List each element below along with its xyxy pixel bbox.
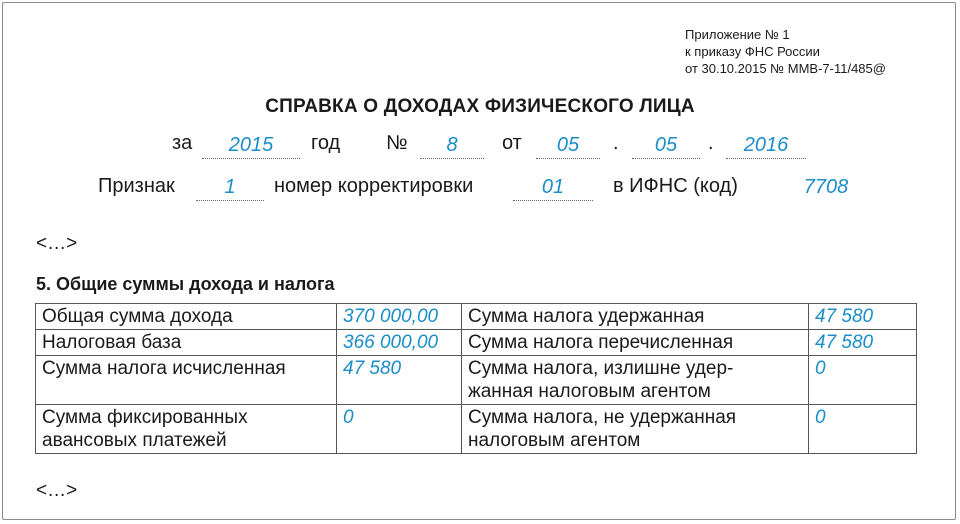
cell-line: авансовых платежей bbox=[42, 430, 227, 451]
priznak-field: 1 bbox=[196, 174, 264, 201]
correction-field: 01 bbox=[513, 174, 593, 201]
za-label: за bbox=[172, 132, 193, 154]
document-title: СПРАВКА О ДОХОДАХ ФИЗИЧЕСКОГО ЛИЦА bbox=[265, 96, 695, 117]
table-cell: Общая сумма дохода bbox=[36, 304, 337, 330]
table-cell bbox=[462, 356, 809, 405]
cell-line: Сумма налога, не удержанная bbox=[468, 407, 737, 428]
section-title: 5. Общие суммы дохода и налога bbox=[36, 274, 335, 294]
table-cell-value: 0 bbox=[809, 356, 917, 405]
ifns-field: 7708 bbox=[803, 176, 849, 198]
cell-line: Сумма фиксированных bbox=[42, 407, 248, 428]
ifns-label: в ИФНС (код) bbox=[613, 175, 738, 197]
month-field: 05 bbox=[632, 132, 700, 159]
table-cell: Налоговая база bbox=[36, 330, 337, 356]
table-cell bbox=[36, 405, 337, 454]
year-field: 2015 bbox=[202, 132, 300, 159]
ot-label: от bbox=[502, 132, 522, 154]
table-cell-value: 0 bbox=[337, 405, 462, 454]
date-dot-1: . bbox=[613, 132, 619, 154]
correction-label: номер корректировки bbox=[274, 175, 474, 197]
appendix-note bbox=[685, 26, 886, 77]
number-label: № bbox=[386, 132, 408, 154]
day-field: 05 bbox=[536, 132, 600, 159]
number-field: 8 bbox=[420, 132, 484, 159]
table-cell: Сумма налога удержанная bbox=[462, 304, 809, 330]
table-cell-value: 47 580 bbox=[809, 304, 917, 330]
god-label: год bbox=[311, 132, 341, 154]
cell-line: жанная налоговым агентом bbox=[468, 381, 711, 402]
cell-line: Сумма налога, излишне удер- bbox=[468, 358, 734, 379]
date-year-field: 2016 bbox=[726, 132, 806, 159]
table-row bbox=[36, 405, 917, 454]
table-cell-value: 47 580 bbox=[337, 356, 462, 405]
table-row bbox=[36, 356, 917, 405]
totals-table bbox=[35, 303, 917, 454]
table-cell-value: 366 000,00 bbox=[337, 330, 462, 356]
table-cell-value: 47 580 bbox=[809, 330, 917, 356]
date-dot-2: . bbox=[708, 132, 714, 154]
table-cell-value: 0 bbox=[809, 405, 917, 454]
appendix-line-3: от 30.10.2015 № ММВ-7-11/485@ bbox=[685, 61, 886, 76]
priznak-label: Признак bbox=[98, 175, 175, 197]
ellipsis-bottom: <…> bbox=[36, 480, 78, 501]
table-row bbox=[36, 330, 917, 356]
table-cell-value: 370 000,00 bbox=[337, 304, 462, 330]
ellipsis-top: <…> bbox=[36, 233, 78, 254]
table-cell bbox=[462, 405, 809, 454]
appendix-line-1: Приложение № 1 bbox=[685, 27, 790, 42]
table-row bbox=[36, 304, 917, 330]
table-cell: Сумма налога исчисленная bbox=[36, 356, 337, 405]
appendix-line-2: к приказу ФНС России bbox=[685, 44, 820, 59]
cell-line: налоговым агентом bbox=[468, 430, 641, 451]
table-cell: Сумма налога перечисленная bbox=[462, 330, 809, 356]
